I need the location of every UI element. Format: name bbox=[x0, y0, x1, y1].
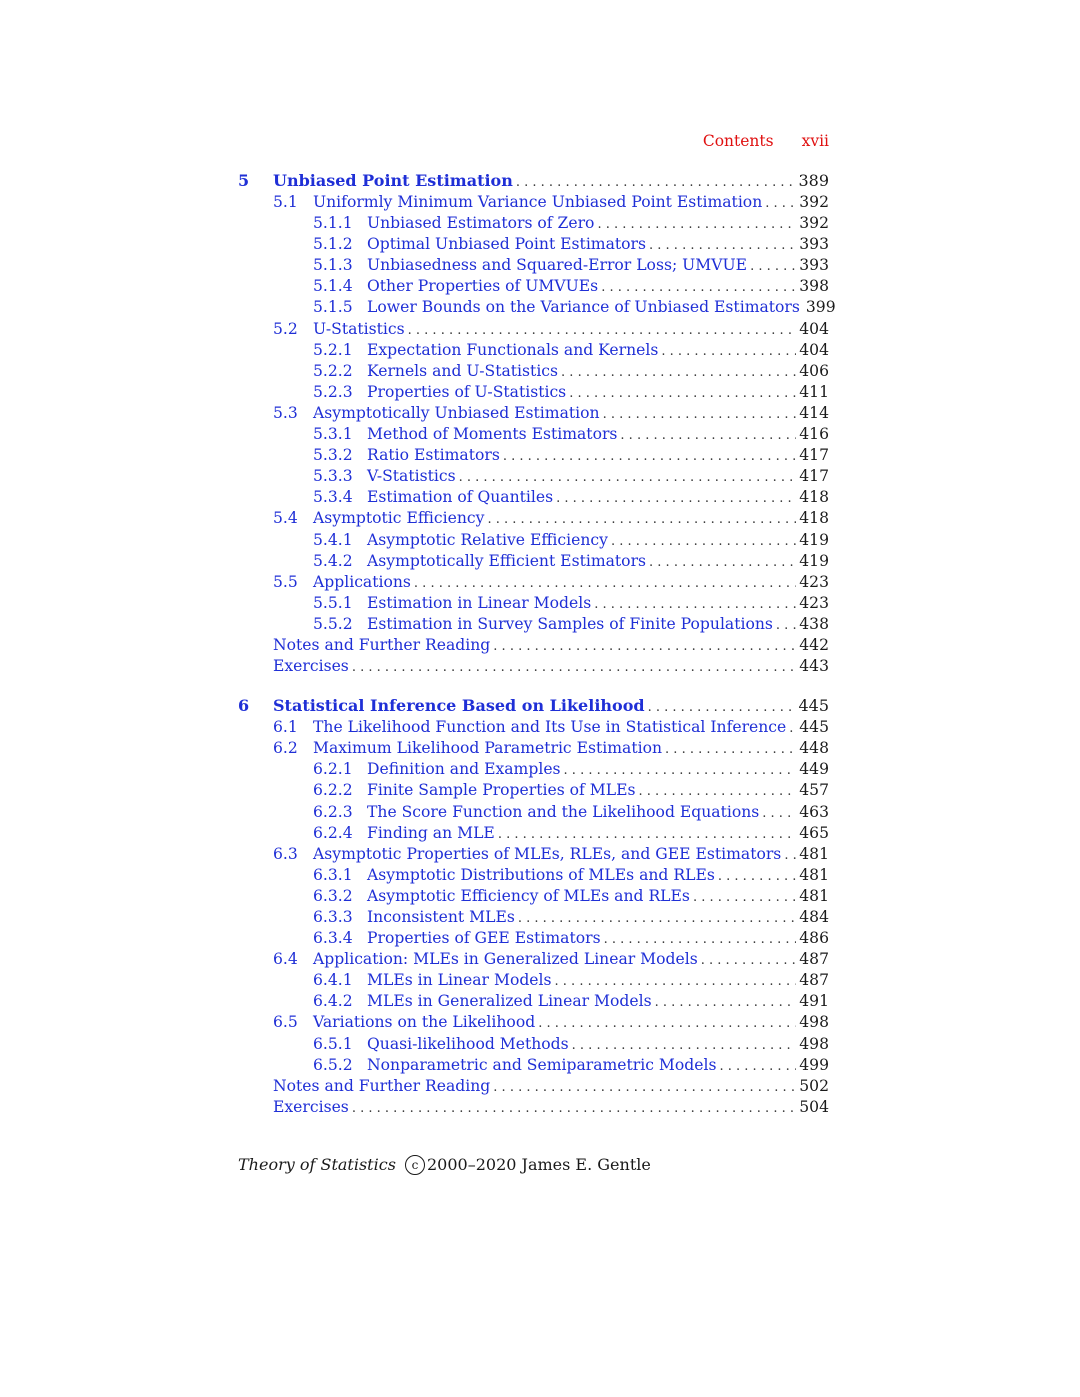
toc-entry-title[interactable]: Expectation Functionals and Kernels bbox=[367, 340, 659, 359]
toc-leader-dots bbox=[352, 657, 796, 678]
chapter-6 bbox=[238, 695, 829, 1118]
toc-entry-number: 6.3.3 bbox=[313, 908, 353, 926]
toc-chapter-entry[interactable] bbox=[238, 170, 829, 192]
toc-leader-dots bbox=[649, 235, 796, 256]
toc-entry-title[interactable]: Definition and Examples bbox=[367, 760, 561, 779]
toc-entry-number: 5.5.1 bbox=[313, 593, 353, 612]
toc-entry-title[interactable]: The Likelihood Function and Its Use in Statistical Inference bbox=[313, 718, 787, 737]
toc-leader-dots bbox=[649, 552, 796, 573]
toc-entry-number: 5.1 bbox=[273, 193, 298, 211]
toc-page-number: 417 bbox=[799, 446, 829, 465]
toc-leader-dots bbox=[561, 362, 796, 383]
header-section: Contents bbox=[702, 132, 774, 150]
toc-entry-title[interactable]: The Score Function and the Likelihood Equations bbox=[367, 802, 760, 821]
toc-entry-title[interactable]: Lower Bounds on the Variance of Unbiased Estimators bbox=[367, 298, 800, 317]
toc-section-entry[interactable] bbox=[238, 508, 829, 529]
toc-page-number: 423 bbox=[799, 593, 829, 612]
toc-leader-dots bbox=[776, 615, 796, 636]
toc-entry-title[interactable]: MLEs in Linear Models bbox=[367, 971, 552, 990]
toc-entry-title[interactable]: Asymptotic Distributions of MLEs and RLEs bbox=[367, 865, 715, 884]
toc-leader-dots bbox=[719, 1056, 796, 1077]
toc-section-entry[interactable] bbox=[238, 656, 829, 677]
toc-leader-dots bbox=[661, 341, 796, 362]
toc-entry-title[interactable]: MLEs in Generalized Linear Models bbox=[367, 992, 652, 1011]
toc-leader-dots bbox=[538, 1013, 796, 1034]
toc-leader-dots bbox=[459, 467, 797, 488]
toc-subsection-entry[interactable] bbox=[238, 213, 829, 234]
toc-entry-title[interactable]: Other Properties of UMVUEs bbox=[367, 277, 599, 296]
toc-subsection-entry[interactable] bbox=[238, 297, 836, 318]
toc-chapter-title[interactable]: Statistical Inference Based on Likelihood bbox=[273, 696, 645, 716]
toc-entry-number: 5.3 bbox=[273, 403, 298, 422]
toc-subsection-entry[interactable] bbox=[238, 445, 829, 466]
toc-page-number: 417 bbox=[799, 467, 829, 486]
toc-entry-number: 5.2 bbox=[273, 319, 298, 338]
toc-entry-title[interactable]: Asymptotically Unbiased Estimation bbox=[313, 403, 600, 422]
toc-entry-number: 6.2.4 bbox=[313, 823, 353, 842]
toc-leader-dots bbox=[701, 950, 797, 971]
toc-entry-number: 5.1.5 bbox=[313, 298, 353, 317]
toc-entry-number: 6.2.1 bbox=[313, 760, 353, 779]
toc-page-number: 411 bbox=[799, 382, 829, 401]
chapter-5 bbox=[238, 170, 836, 677]
toc-entry-title[interactable]: Exercises bbox=[273, 657, 349, 676]
toc-entry-number: 6.3.4 bbox=[313, 929, 353, 948]
toc-page-number: 393 bbox=[799, 235, 829, 254]
toc-entry-number: 6.1 bbox=[273, 718, 298, 737]
toc-leader-dots bbox=[789, 718, 796, 739]
toc-page-number: 419 bbox=[799, 551, 829, 570]
toc-subsection-entry[interactable] bbox=[238, 255, 829, 276]
toc-page-number: 504 bbox=[799, 1097, 829, 1116]
toc-entry-number: 6.2.2 bbox=[313, 781, 353, 800]
toc-chapter-number: 6 bbox=[238, 696, 250, 716]
toc-entry-number: 5.3.1 bbox=[313, 425, 353, 444]
toc-entry-title[interactable]: Method of Moments Estimators bbox=[367, 425, 618, 444]
toc-entry-number: 5.3.3 bbox=[313, 467, 353, 486]
toc-entry-number: 6.5 bbox=[273, 1013, 298, 1032]
toc-entry-number: 6.3.2 bbox=[313, 886, 353, 905]
toc-subsection-entry[interactable] bbox=[238, 234, 829, 255]
toc-page-number: 487 bbox=[799, 950, 829, 969]
toc-subsection-entry[interactable] bbox=[238, 1034, 829, 1055]
toc-page-number: 418 bbox=[799, 509, 829, 528]
toc-entry-number: 5.2.1 bbox=[313, 340, 353, 359]
toc-leader-dots bbox=[408, 320, 797, 341]
toc-entry-title[interactable]: Estimation in Linear Models bbox=[367, 593, 592, 612]
toc-page-number: 419 bbox=[799, 530, 829, 549]
toc-leader-dots bbox=[601, 277, 796, 298]
toc-entry-number: 5.1.2 bbox=[313, 235, 353, 254]
toc-leader-dots bbox=[487, 509, 796, 530]
toc-entry-title[interactable]: V-Statistics bbox=[367, 467, 456, 486]
toc-page-number: 392 bbox=[799, 214, 829, 233]
toc-leader-dots bbox=[564, 760, 797, 781]
toc-section-entry[interactable] bbox=[238, 192, 829, 213]
toc-page-number: 404 bbox=[799, 319, 829, 338]
toc-section-entry[interactable] bbox=[238, 717, 829, 738]
toc-leader-dots bbox=[611, 531, 796, 552]
toc-page-number: 465 bbox=[799, 823, 829, 842]
toc-leader-dots bbox=[493, 636, 796, 657]
toc-entry-number: 5.3.4 bbox=[313, 488, 353, 507]
toc-page-number: 491 bbox=[799, 992, 829, 1011]
toc-page-number: 445 bbox=[798, 696, 829, 716]
toc-subsection-entry[interactable] bbox=[238, 593, 829, 614]
toc-leader-dots bbox=[765, 193, 796, 214]
toc-leader-dots bbox=[638, 781, 796, 802]
toc-subsection-entry[interactable] bbox=[238, 361, 829, 382]
toc-subsection-entry[interactable] bbox=[238, 991, 829, 1012]
toc-page-number: 481 bbox=[799, 886, 829, 905]
toc-page-number: 502 bbox=[799, 1076, 829, 1095]
toc-entry-title[interactable]: Exercises bbox=[273, 1097, 349, 1116]
toc-entry-number: 6.3 bbox=[273, 844, 298, 863]
toc-page-number: 499 bbox=[799, 1055, 829, 1074]
table-of-contents bbox=[238, 170, 836, 1136]
toc-entry-number: 5.1.4 bbox=[313, 277, 353, 296]
toc-entry-title[interactable]: Maximum Likelihood Parametric Estimation bbox=[313, 739, 663, 758]
toc-page-number: 406 bbox=[799, 361, 829, 380]
toc-leader-dots bbox=[493, 1077, 796, 1098]
toc-leader-dots bbox=[516, 172, 796, 194]
toc-page-number: 418 bbox=[799, 488, 829, 507]
toc-entry-number: 5.4.1 bbox=[313, 530, 353, 549]
toc-section-entry[interactable] bbox=[238, 844, 829, 865]
toc-subsection-entry[interactable] bbox=[238, 759, 829, 780]
toc-entry-title[interactable]: Optimal Unbiased Point Estimators bbox=[367, 235, 647, 254]
toc-entry-number: 5.3.2 bbox=[313, 446, 353, 465]
toc-subsection-entry[interactable] bbox=[238, 865, 829, 886]
toc-subsection-entry[interactable] bbox=[238, 823, 829, 844]
toc-page-number: 481 bbox=[799, 865, 829, 884]
toc-page-number: 457 bbox=[799, 781, 829, 800]
toc-section-entry[interactable] bbox=[238, 403, 829, 424]
toc-section-entry[interactable] bbox=[238, 572, 829, 593]
toc-leader-dots bbox=[556, 488, 796, 509]
toc-entry-number: 6.2.3 bbox=[313, 802, 353, 821]
toc-entry-title[interactable]: Finding an MLE bbox=[367, 823, 495, 842]
toc-subsection-entry[interactable] bbox=[238, 928, 829, 949]
toc-leader-dots bbox=[569, 383, 796, 404]
toc-page-number: 486 bbox=[799, 929, 829, 948]
toc-entry-number: 5.2.3 bbox=[313, 382, 353, 401]
toc-page-number: 416 bbox=[799, 425, 829, 444]
toc-subsection-entry[interactable] bbox=[238, 276, 829, 297]
toc-entry-number: 6.5.2 bbox=[313, 1055, 353, 1074]
toc-page-number: 443 bbox=[799, 657, 829, 676]
toc-entry-title[interactable]: Asymptotic Properties of MLEs, RLEs, and GEE Estimators bbox=[313, 844, 782, 863]
page-footer bbox=[238, 1155, 651, 1175]
toc-section-entry[interactable] bbox=[238, 319, 829, 340]
toc-entry-title[interactable]: Properties of U-Statistics bbox=[367, 382, 567, 401]
toc-subsection-entry[interactable] bbox=[238, 886, 829, 907]
toc-section-entry[interactable] bbox=[238, 635, 829, 656]
toc-section-entry[interactable] bbox=[238, 738, 829, 759]
toc-leader-dots bbox=[594, 594, 796, 615]
toc-entry-number: 5.4 bbox=[273, 509, 298, 528]
toc-entry-number: 6.4.2 bbox=[313, 992, 353, 1011]
toc-entry-title[interactable]: Uniformly Minimum Variance Unbiased Point Estimation bbox=[313, 193, 763, 211]
toc-entry-number: 5.4.2 bbox=[313, 551, 353, 570]
toc-section-entry[interactable] bbox=[238, 1097, 829, 1118]
running-header bbox=[238, 132, 829, 154]
toc-entry-title[interactable]: Application: MLEs in Generalized Linear Models bbox=[313, 950, 698, 969]
toc-entry-title[interactable]: U-Statistics bbox=[313, 319, 405, 338]
toc-page-number: 399 bbox=[805, 298, 836, 317]
toc-subsection-entry[interactable] bbox=[238, 614, 829, 635]
toc-page-number: 398 bbox=[799, 277, 829, 296]
toc-entry-title[interactable]: Asymptotic Efficiency bbox=[313, 509, 485, 528]
toc-page-number: 498 bbox=[799, 1013, 829, 1032]
toc-page-number: 445 bbox=[799, 718, 829, 737]
toc-entry-title[interactable]: Finite Sample Properties of MLEs bbox=[367, 781, 636, 800]
toc-subsection-entry[interactable] bbox=[238, 382, 829, 403]
footer-copyright: 2000–2020 James E. Gentle bbox=[427, 1155, 651, 1174]
toc-entry-title[interactable]: Applications bbox=[313, 572, 411, 591]
toc-page-number: 484 bbox=[799, 908, 829, 926]
toc-page-number: 448 bbox=[799, 739, 829, 758]
toc-entry-title[interactable]: Asymptotic Relative Efficiency bbox=[367, 530, 608, 549]
toc-subsection-entry[interactable] bbox=[238, 424, 829, 445]
toc-entry-number: 6.4 bbox=[273, 950, 298, 969]
toc-page-number: 449 bbox=[799, 760, 829, 779]
toc-page-number: 438 bbox=[799, 614, 829, 633]
toc-leader-dots bbox=[603, 404, 797, 425]
toc-chapter-entry[interactable] bbox=[238, 695, 829, 717]
toc-subsection-entry[interactable] bbox=[238, 340, 829, 361]
toc-entry-number: 5.5.2 bbox=[313, 614, 353, 633]
toc-entry-number: 5.2.2 bbox=[313, 361, 353, 380]
toc-entry-number: 6.5.1 bbox=[313, 1034, 353, 1053]
toc-entry-title[interactable]: Asymptotically Efficient Estimators bbox=[367, 551, 647, 570]
toc-entry-number: 6.3.1 bbox=[313, 865, 353, 884]
toc-leader-dots bbox=[414, 573, 796, 594]
toc-leader-dots bbox=[597, 214, 796, 235]
toc-page-number: 442 bbox=[799, 635, 829, 654]
toc-subsection-entry[interactable] bbox=[238, 487, 829, 508]
toc-subsection-entry[interactable] bbox=[238, 907, 829, 928]
toc-chapter-number: 5 bbox=[238, 171, 250, 190]
toc-leader-dots bbox=[718, 866, 796, 887]
toc-leader-dots bbox=[498, 824, 796, 845]
toc-entry-number: 6.4.1 bbox=[313, 971, 353, 990]
toc-subsection-entry[interactable] bbox=[238, 551, 829, 572]
toc-entry-title[interactable]: Kernels and U-Statistics bbox=[367, 361, 559, 380]
toc-entry-title[interactable]: Unbiasedness and Squared-Error Loss; UMVUE bbox=[367, 256, 748, 275]
toc-page-number: 392 bbox=[799, 193, 829, 211]
toc-chapter-title[interactable]: Unbiased Point Estimation bbox=[273, 171, 513, 190]
toc-page-number: 404 bbox=[799, 340, 829, 359]
toc-page-number: 393 bbox=[799, 256, 829, 275]
toc-section-entry[interactable] bbox=[238, 1076, 829, 1097]
toc-entry-title[interactable]: Unbiased Estimators of Zero bbox=[367, 214, 595, 233]
toc-subsection-entry[interactable] bbox=[238, 1055, 829, 1076]
toc-entry-title[interactable]: Asymptotic Efficiency of MLEs and RLEs bbox=[367, 886, 690, 905]
toc-entry-number: 5.5 bbox=[273, 572, 298, 591]
toc-leader-dots bbox=[693, 887, 796, 908]
toc-section-entry[interactable] bbox=[238, 949, 829, 970]
toc-entry-number: 5.1.1 bbox=[313, 214, 353, 233]
toc-page-number: 487 bbox=[799, 971, 829, 990]
toc-entry-title[interactable]: Ratio Estimators bbox=[367, 446, 500, 465]
toc-subsection-entry[interactable] bbox=[238, 466, 829, 487]
footer-book-title: Theory of Statistics bbox=[238, 1155, 396, 1174]
toc-subsection-entry[interactable] bbox=[238, 780, 829, 801]
toc-entry-title[interactable]: Quasi-likelihood Methods bbox=[367, 1034, 569, 1053]
toc-subsection-entry[interactable] bbox=[238, 802, 829, 823]
toc-leader-dots bbox=[572, 1035, 797, 1056]
toc-entry-title[interactable]: Nonparametric and Semiparametric Models bbox=[367, 1055, 717, 1074]
toc-leader-dots bbox=[604, 929, 797, 950]
toc-entry-title[interactable]: Notes and Further Reading bbox=[273, 1076, 491, 1095]
toc-page-number: 481 bbox=[799, 844, 829, 863]
toc-leader-dots bbox=[665, 739, 796, 760]
copyright-icon: c bbox=[405, 1155, 425, 1175]
toc-leader-dots bbox=[655, 992, 797, 1013]
toc-entry-title[interactable]: Inconsistent MLEs bbox=[367, 908, 515, 926]
toc-page-number: 389 bbox=[798, 171, 829, 190]
toc-entry-title[interactable]: Estimation of Quantiles bbox=[367, 488, 554, 507]
toc-leader-dots bbox=[784, 845, 796, 866]
toc-entry-title[interactable]: Properties of GEE Estimators bbox=[367, 929, 601, 948]
toc-entry-number: 6.2 bbox=[273, 739, 298, 758]
toc-leader-dots bbox=[352, 1098, 796, 1119]
toc-entry-title[interactable]: Estimation in Survey Samples of Finite Populations bbox=[367, 614, 773, 633]
toc-leader-dots bbox=[518, 908, 796, 929]
toc-entry-title[interactable]: Variations on the Likelihood bbox=[313, 1013, 536, 1032]
toc-entry-number: 5.1.3 bbox=[313, 256, 353, 275]
toc-leader-dots bbox=[762, 803, 796, 824]
toc-leader-dots bbox=[555, 971, 797, 992]
toc-subsection-entry[interactable] bbox=[238, 530, 829, 551]
toc-page-number: 498 bbox=[799, 1034, 829, 1053]
toc-leader-dots bbox=[648, 697, 796, 719]
header-page-number: xvii bbox=[801, 132, 829, 150]
toc-entry-title[interactable]: Notes and Further Reading bbox=[273, 635, 491, 654]
toc-page-number: 414 bbox=[799, 403, 829, 422]
toc-page-number: 423 bbox=[799, 572, 829, 591]
toc-leader-dots bbox=[503, 446, 796, 467]
toc-section-entry[interactable] bbox=[238, 1012, 829, 1033]
toc-leader-dots bbox=[620, 425, 796, 446]
toc-leader-dots bbox=[750, 256, 796, 277]
toc-subsection-entry[interactable] bbox=[238, 970, 829, 991]
toc-page-number: 463 bbox=[799, 802, 829, 821]
